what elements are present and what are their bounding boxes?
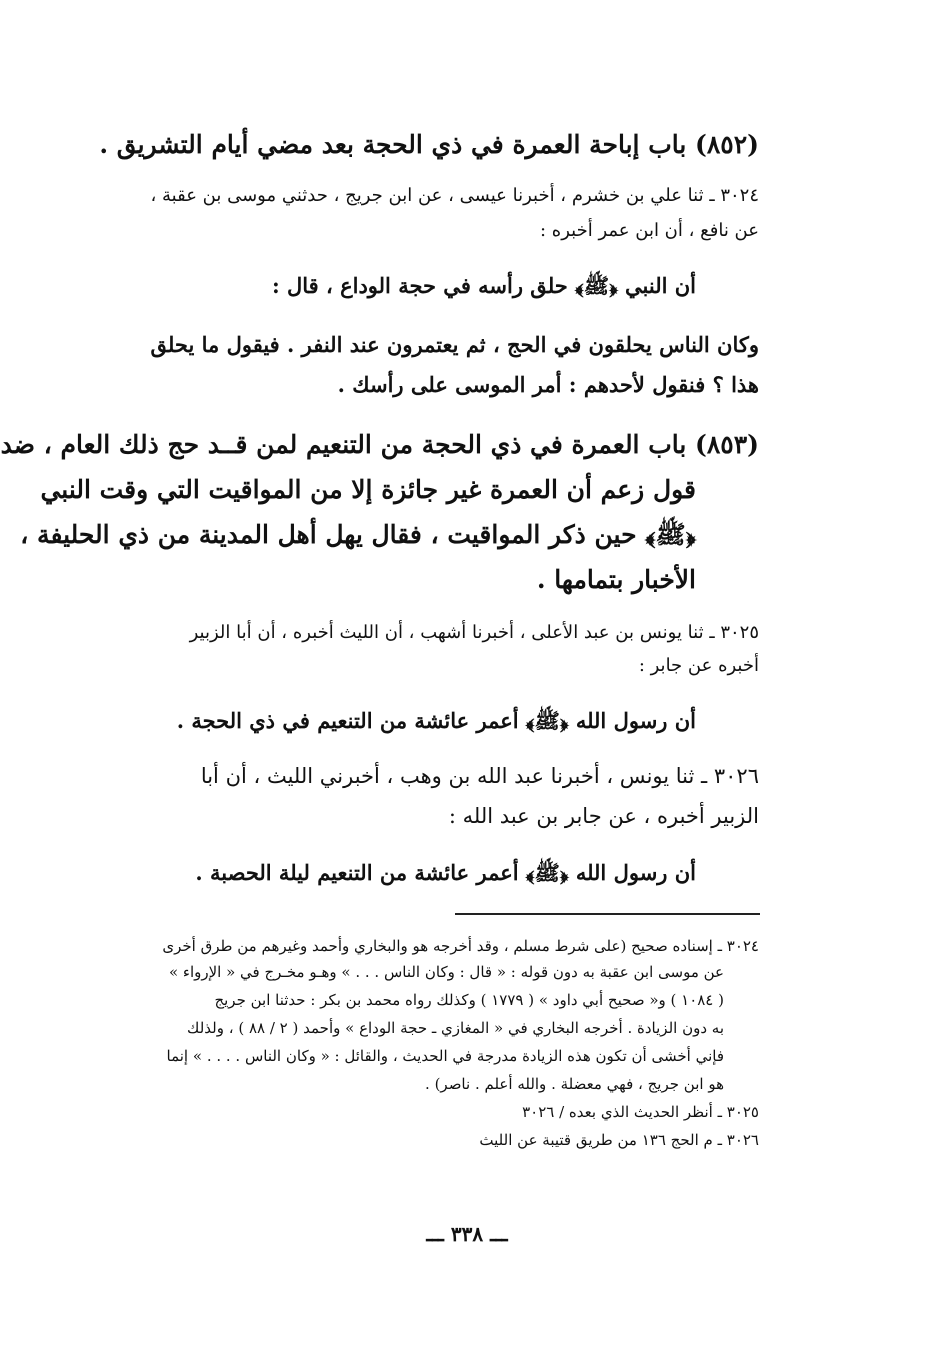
hadith-3024-matn-line3: هذا ؟ فنقول لأحدهم : أمر الموسى على رأسك .	[337, 372, 759, 397]
footnote-3024-line3: ( ١٠٨٤ ) و« صحيح أبي داود » ( ١٧٧٩ ) وكذلك رواه محمد بن بكر : حدثنا ابن جريج	[214, 991, 724, 1009]
hadith-3024-matn-line2: وكان الناس يحلقون في الحج ، ثم يعتمرون عند النفر . فيقول ما يحلق	[150, 332, 759, 357]
section-heading-853-line3: ﴿ﷺ﴾ حين ذكر المواقيت ، فقال يهل أهل المدينة من ذي الحليفة ،	[20, 520, 696, 549]
hadith-3026-chain-line2: الزبير أخبره ، عن جابر بن عبد الله :	[448, 804, 759, 828]
hadith-3024-chain-line1: ٣٠٢٤ ـ ثنا علي بن خشرم ، أخبرنا عيسى ، عن ابن جريج ، حدثني موسى بن عقبة ،	[150, 185, 759, 206]
footnote-3026: ٣٠٢٦ ـ م الحج ١٣٦ من طريق قتيبة عن الليث	[479, 1131, 759, 1149]
section-heading-853-line2: قول زعم أن العمرة غير جائزة إلا من المواقيت التي وقت النبي	[40, 475, 696, 504]
footnote-3025: ٣٠٢٥ ـ أنظر الحديث الذي بعده / ٣٠٢٦	[522, 1103, 759, 1121]
hadith-3026-matn-line1: أن رسول الله ﴿ﷺ﴾ أعمر عائشة من التنعيم ليلة الحصبة .	[195, 860, 696, 885]
hadith-3025-chain-line2: أخبره عن جابر :	[638, 655, 759, 676]
section-heading-853-line4: الأخبار بتمامها .	[536, 565, 696, 594]
hadith-3026-chain-line1: ٣٠٢٦ ـ ثنا يونس ، أخبرنا عبد الله بن وهب ، أخبرني الليث ، أن أبا	[200, 764, 759, 788]
page-number: ـــ ٣٣٨ ـــ	[426, 1222, 508, 1246]
footnote-3024-line5: فإني أخشى أن تكون هذه الزيادة مدرجة في الحديث ، والقائل : « وكان الناس . . . . » إنما	[166, 1047, 724, 1065]
footnote-3024-line4: به دون الزيادة . أخرجه البخاري في « المغازي ـ حجة الوداع » وأحمد ( ٢ / ٨٨ ) ، ولذلك	[187, 1019, 724, 1037]
hadith-3024-matn-line1: أن النبي ﴿ﷺ﴾ حلق رأسه في حجة الوداع ، قال :	[271, 273, 696, 298]
footnote-3024-line2: عن موسى ابن عقبة به دون قوله : « قال : وكان الناس . . . » وهـو مخـرج في « الإرواء »	[168, 963, 724, 981]
section-heading-852: (٨٥٢) باب إباحة العمرة في ذي الحجة بعد مضي أيام التشريق .	[99, 130, 759, 159]
section-heading-853-line1: (٨٥٣) باب العمرة في ذي الحجة من التنعيم لمن قــد حج ذلك العام ، ضد	[0, 430, 759, 459]
footnote-separator	[455, 913, 760, 915]
hadith-3025-matn-line1: أن رسول الله ﴿ﷺ﴾ أعمر عائشة من التنعيم في ذي الحجة .	[176, 708, 696, 733]
footnote-3024-line6: هو ابن جريج ، فهي معضلة . والله أعلم . ناصر) .	[425, 1075, 724, 1093]
footnote-3024-line1: ٣٠٢٤ ـ إسناده صحيح (على شرط مسلم ، وقد أخرجه هو والبخاري وأحمد وغيرهم من طرق أخرى	[162, 937, 759, 955]
hadith-3025-chain-line1: ٣٠٢٥ ـ ثنا يونس بن عبد الأعلى ، أخبرنا أشهب ، أن الليث أخبره ، أن أبا الزبير	[189, 622, 759, 643]
hadith-3024-chain-line2: عن نافع ، أن ابن عمر أخبره :	[540, 220, 759, 241]
